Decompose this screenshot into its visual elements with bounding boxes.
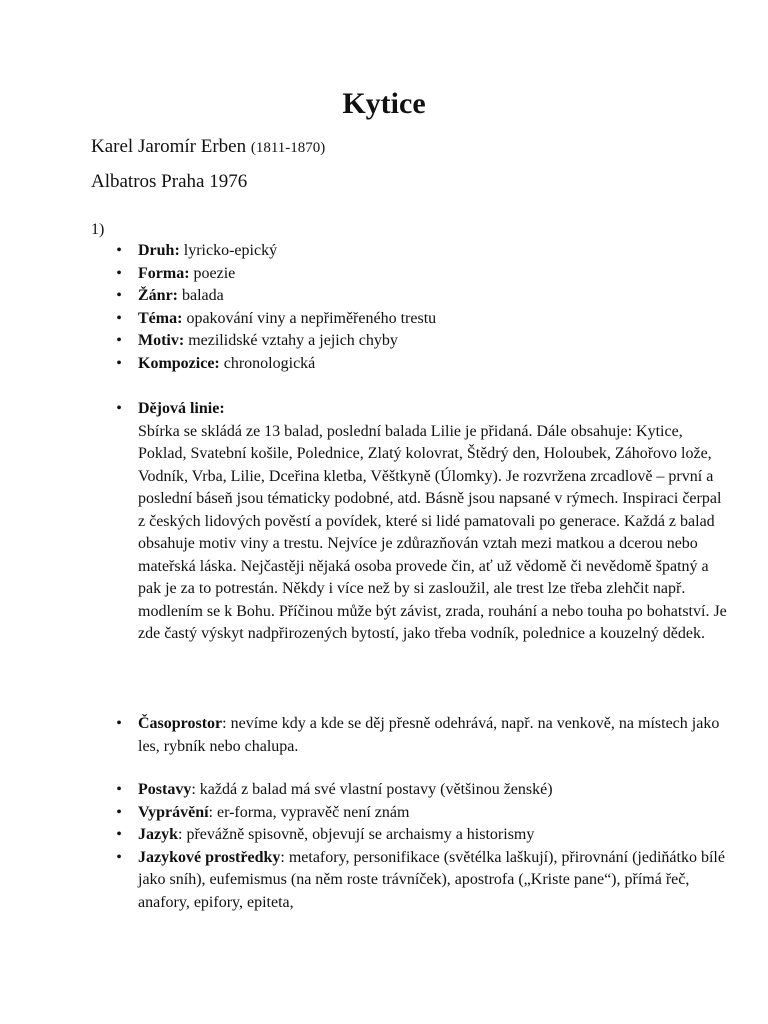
bullet-icon: •: [116, 803, 122, 821]
item-label: Druh:: [138, 242, 180, 259]
item-label: Žánr:: [138, 287, 178, 304]
details-list: [0, 779, 768, 914]
item-label: Jazykové prostředky: [138, 848, 281, 866]
list-item: [0, 240, 476, 263]
item-value: : každá z balad má své vlastní postavy (většinou ženské): [191, 781, 553, 798]
list-item: [0, 308, 476, 331]
item-value: lyricko-epický: [179, 242, 278, 259]
item-label: Motiv:: [138, 332, 185, 349]
list-item: [0, 779, 768, 802]
item-label: Jazyk: [138, 826, 178, 843]
item-value: : metafory, personifikace (světélka laškují), přirovnání (jediňátko bílé jako sníh), eufemismus (na něm roste trávníček), apostrofa („Kriste pane“), přímá řeč, anafory, epifory, epiteta,: [138, 848, 725, 911]
setting-label: Časoprostor: [138, 715, 223, 732]
bullet-icon: •: [116, 309, 122, 327]
list-item: [0, 353, 476, 376]
list-item: [0, 847, 768, 915]
section-number: 1): [91, 221, 105, 238]
item-value: opakování viny a nepřiměřeného trestu: [182, 309, 437, 327]
document-title: Kytice: [342, 87, 426, 120]
item-label: Postavy: [138, 781, 192, 798]
list-item: [0, 824, 768, 847]
bullet-icon: •: [116, 781, 122, 798]
list-item: [0, 285, 476, 308]
bullet-icon: •: [116, 826, 122, 843]
bullet-icon: •: [116, 715, 122, 732]
bullet-icon: •: [116, 332, 122, 349]
bullet-icon: •: [116, 287, 122, 304]
setting-text: : nevíme kdy a kde se děj přesně odehrává, např. na venkově, na místech jako les, rybník nebo chalupa.: [138, 715, 720, 755]
item-value: : er-forma, vypravěč není znám: [208, 803, 410, 821]
list-item: [0, 802, 768, 825]
list-item: [0, 263, 476, 286]
bullet-icon: •: [116, 264, 122, 282]
item-value: chronologická: [219, 354, 316, 372]
plot-label: Dějová linie:: [138, 400, 225, 417]
item-value: mezilidské vztahy a jejich chyby: [184, 332, 398, 349]
item-value: balada: [178, 287, 224, 304]
bullet-icon: •: [116, 354, 122, 372]
item-label: Vyprávění: [138, 803, 209, 821]
list-item: [0, 330, 476, 353]
bullet-icon: •: [116, 242, 122, 259]
item-label: Kompozice:: [138, 354, 220, 372]
bullet-icon: •: [116, 848, 122, 866]
item-label: Téma:: [138, 309, 183, 327]
publisher-line: Albatros Praha 1976: [91, 171, 248, 192]
author-line: [91, 134, 325, 161]
item-value: poezie: [189, 264, 236, 282]
basic-info-list: [0, 240, 476, 375]
author-years: (1811-1870): [250, 140, 326, 156]
list-item-setting: [0, 713, 768, 758]
bullet-icon: •: [116, 400, 122, 417]
list-item-plot: [0, 398, 768, 646]
author-name: Karel Jaromír Erben: [91, 136, 247, 157]
setting-list: [0, 713, 768, 758]
plot-text: Sbírka se skládá ze 13 balad, poslední balada Lilie je přidaná. Dále obsahuje: Kytice, Poklad, Svatební košile, Polednice, Zlatý kolovrat, Štědrý den, Holoubek, Záhořovo lože, Vodník, Vrba, Lilie, Dceřina kletba, Věštkyně (Úlomky). Je rozvržena zrcadlově – první a poslední báseň jsou tématicky podobné, atd. Básně jsou napsané v rýmech. Inspiraci čerpal z českých lidových pověstí a povídek, které si lidé pamatovali po generace. Každá z balad obsahuje motiv viny a trestu. Nejvíce je zdůrazňován vztah mezi matkou a dcerou nebo mateřská láska. Nejčastěji nějaká osoba provede čin, ať už vědomě či nevědomě špatný a pak je za to potrestán. Někdy i více než by si zasloužil, ale trest lze třeba zlehčit např. modlením se k Bohu. Příčinou může být závist, zrada, rouhání a nebo touha po bohatství. Je zde častý výskyt nadpřirozených bytostí, jako třeba vodník, polednice a kouzelný dědek.: [138, 422, 727, 642]
item-label: Forma:: [138, 264, 190, 282]
plot-list: [0, 398, 768, 646]
item-value: : převážně spisovně, objevují se archaismy a historismy: [178, 826, 535, 843]
